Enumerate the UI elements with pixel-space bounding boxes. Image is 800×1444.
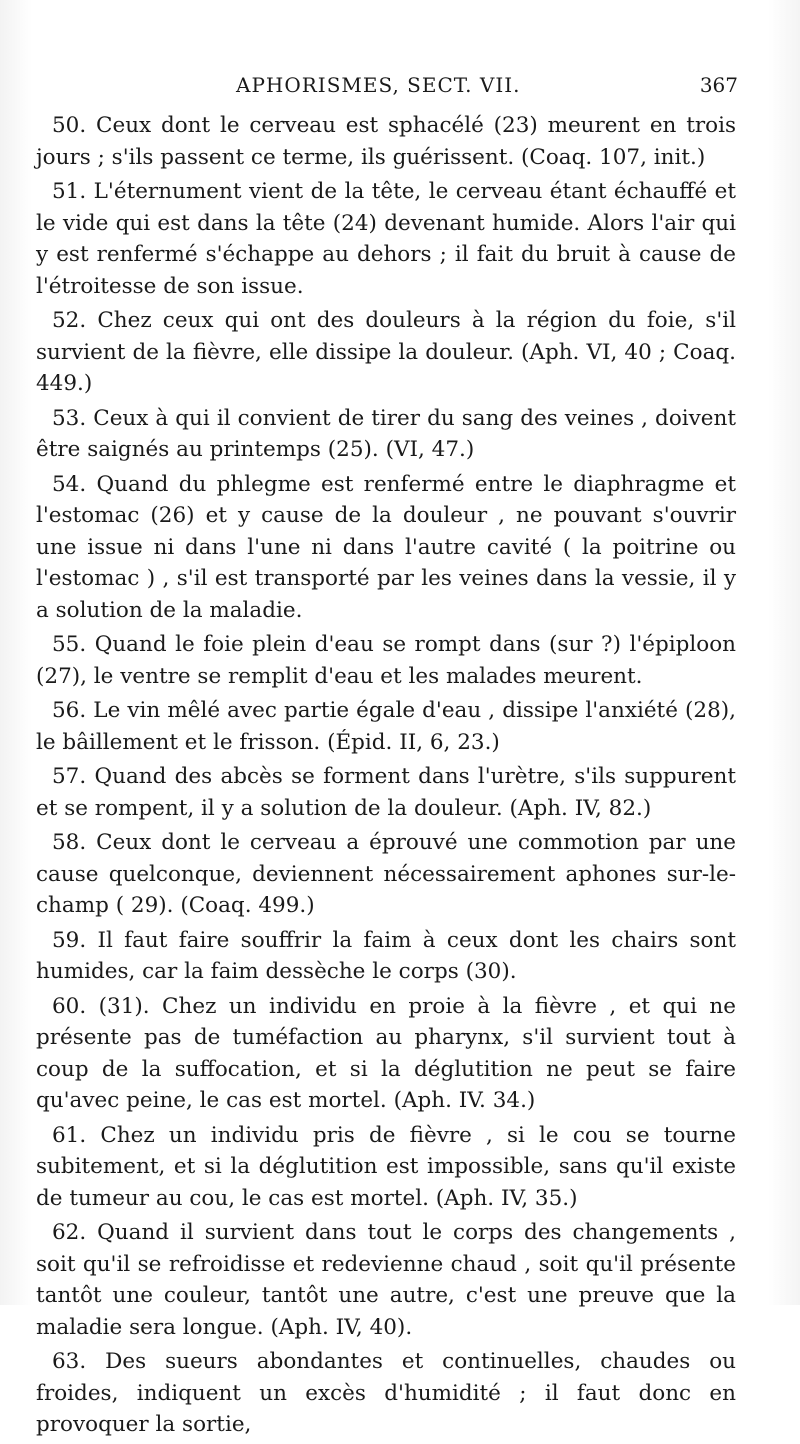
- aphorism-text: Le vin mêlé avec partie égale d'eau , dissipe l'anxiété (28), le bâillement et le frisson. (Épid. II, 6, 23.): [36, 698, 736, 755]
- aphorism-number: 56.: [52, 698, 87, 723]
- page-number: 367: [699, 73, 738, 97]
- aphorism-number: 59.: [52, 927, 87, 953]
- aphorism-number: 63.: [52, 1349, 87, 1374]
- aphorism-text: Chez ceux qui ont des douleurs à la région du foie, s'il survient de la fièvre, elle dissipe la douleur. (Aph. VI, 40 ; Coaq. 449.): [36, 308, 736, 396]
- aphorism-56: [36, 695, 736, 758]
- running-head: APHORISMES, SECT. VII.: [236, 73, 521, 97]
- aphorism-text: Quand du phlegme est renfermé entre le diaphragme et l'estomac (26) et y cause de la douleur , ne pouvant s'ouvrir une issue ni dans l'une ni dans l'autre cavité ( la poitrine ou l'estomac ) , s'il est transporté par les veines dans la vessie, il y a solution de la maladie.: [36, 471, 736, 623]
- aphorism-51: [36, 176, 736, 302]
- aphorism-number: 62.: [52, 1220, 87, 1245]
- aphorism-number: 50.: [52, 113, 87, 138]
- aphorism-text: Ceux dont le cerveau a éprouvé une commotion par une cause quelconque, deviennent nécessairement aphones sur-le-champ ( 29). (Coaq. 499.): [36, 830, 736, 918]
- aphorism-text: Ceux à qui il convient de tirer du sang des veines , doivent être saignés au printemps (25). (VI, 47.): [36, 405, 736, 462]
- aphorism-61: [36, 1120, 736, 1215]
- aphorism-62: [36, 1217, 736, 1343]
- aphorism-text: Ceux dont le cerveau est sphacélé (23) meurent en trois jours ; s'ils passent ce terme, ils guérissent. (Coaq. 107, init.): [36, 113, 736, 170]
- page-header: [48, 70, 738, 100]
- aphorism-59: [36, 925, 736, 988]
- aphorism-number: 53.: [52, 405, 87, 431]
- aphorism-text: Quand il survient dans tout le corps des changements , soit qu'il se refroidisse et redevienne chaud , soit qu'il présente tantôt une couleur, tantôt une autre, c'est une preuve que la maladie sera longue. (Aph. IV, 40).: [36, 1220, 736, 1340]
- aphorism-number: 52.: [52, 308, 87, 333]
- aphorism-list: [36, 110, 736, 1444]
- aphorism-53: [36, 403, 736, 466]
- aphorism-number: 58.: [52, 830, 87, 855]
- aphorism-50: [36, 110, 736, 173]
- aphorism-text: L'éternument vient de la tête, le cerveau étant échauffé et le vide qui est dans la tête (24) devenant humide. Alors l'air qui y est renfermé s'échappe au dehors ; il fait du bruit à cause de l'étroitesse de son issue.: [36, 179, 736, 299]
- aphorism-number: 57.: [52, 764, 87, 789]
- aphorism-text: Quand le foie plein d'eau se rompt dans (sur ?) l'épiploon (27), le ventre se remplit d'eau et les malades meurent.: [36, 632, 736, 689]
- aphorism-text: Chez un individu pris de fièvre , si le cou se tourne subitement, et si la déglutition est impossible, sans qu'il existe de tumeur au cou, le cas est mortel. (Aph. IV, 35.): [36, 1122, 737, 1211]
- aphorism-number: 55.: [52, 632, 87, 657]
- aphorism-58: [36, 827, 736, 922]
- aphorism-number: 60.: [52, 993, 87, 1019]
- aphorism-54: [36, 469, 736, 627]
- aphorism-text: (31). Chez un individu en proie à la fièvre , et qui ne présente pas de tuméfaction au pharynx, s'il survient tout à coup de la suffocation, et si la déglutition ne peut se faire qu'avec peine, le cas est mortel. (Aph. IV. 34.): [36, 993, 736, 1113]
- aphorism-60: [36, 991, 736, 1117]
- aphorism-text: Il faut faire souffrir la faim à ceux dont les chairs sont humides, car la faim dessèche le corps (30).: [36, 927, 736, 984]
- aphorism-text: Quand des abcès se forment dans l'urètre, s'ils suppurent et se rompent, il y a solution de la douleur. (Aph. IV, 82.): [36, 764, 736, 821]
- aphorism-number: 51.: [52, 179, 87, 204]
- aphorism-57: [36, 761, 736, 824]
- aphorism-number: 54.: [52, 471, 87, 497]
- aphorism-55: [36, 629, 736, 692]
- aphorism-number: 61.: [52, 1122, 87, 1148]
- aphorism-text: Des sueurs abondantes et continuelles, chaudes ou froides, indiquent un excès d'humidité ; il faut donc en provoquer la sortie,: [36, 1349, 736, 1437]
- aphorism-52: [36, 305, 736, 400]
- aphorism-63: [36, 1346, 736, 1441]
